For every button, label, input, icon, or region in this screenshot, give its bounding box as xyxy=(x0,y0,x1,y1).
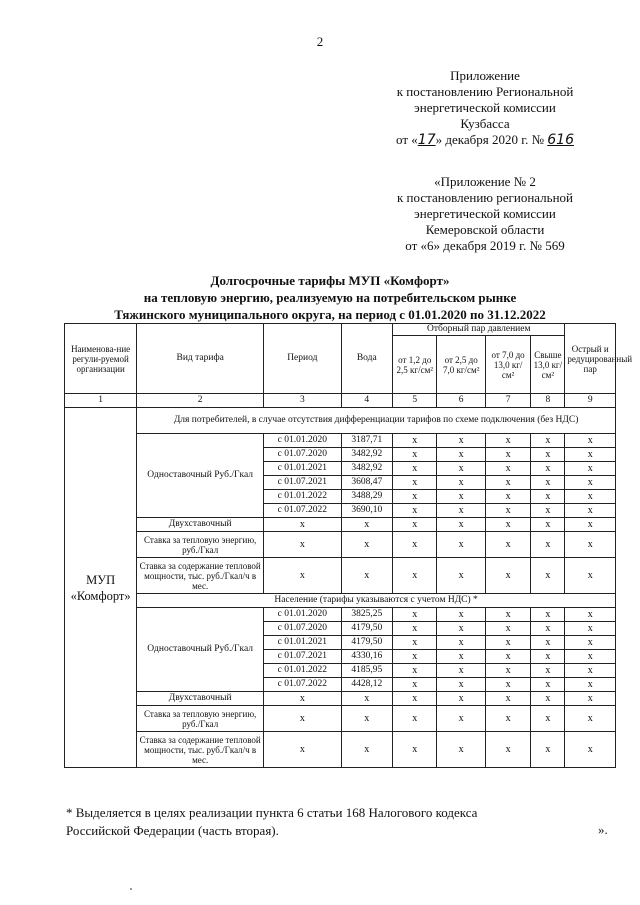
date-prefix: от « xyxy=(396,132,418,147)
x-cell: x xyxy=(485,622,530,636)
x-cell: x xyxy=(531,476,565,490)
appendix-new-date xyxy=(360,132,610,148)
x-cell: x xyxy=(485,462,530,476)
appendix-old-line4: Кемеровской области xyxy=(425,222,545,237)
one-rate-label: Одноставочный Руб./Гкал xyxy=(137,434,264,518)
water-value: 4179,50 xyxy=(341,622,393,636)
document-title xyxy=(50,272,610,323)
x-cell: x xyxy=(437,448,485,462)
x-cell: x xyxy=(531,448,565,462)
title-line2: на тепловую энергию, реализуемую на потребительском рынке xyxy=(143,290,517,305)
x-cell: x xyxy=(437,532,485,558)
x-cell: x xyxy=(565,650,616,664)
one-rate-label: Одноставочный Руб./Гкал xyxy=(137,608,264,692)
water-value: 4428,12 xyxy=(341,678,393,692)
x-cell: x xyxy=(485,706,530,732)
water-value: 4185,95 xyxy=(341,664,393,678)
page-number: 2 xyxy=(316,34,324,49)
x-cell: x xyxy=(393,532,437,558)
x-cell: x xyxy=(485,558,530,594)
x-cell: x xyxy=(437,678,485,692)
column-number-cell: 9 xyxy=(565,394,616,408)
table-row xyxy=(65,434,616,448)
water-value: 3187,71 xyxy=(341,434,393,448)
column-number-cell: 7 xyxy=(485,394,530,408)
x-cell: x xyxy=(531,490,565,504)
x-cell: x xyxy=(393,678,437,692)
x-cell: x xyxy=(485,434,530,448)
x-cell: x xyxy=(531,664,565,678)
table-row xyxy=(65,608,616,622)
x-cell: x xyxy=(437,490,485,504)
x-cell: x xyxy=(531,622,565,636)
water-value: 3690,10 xyxy=(341,504,393,518)
x-cell: x xyxy=(531,462,565,476)
org-name-line2: «Комфорт» xyxy=(70,588,131,603)
x-cell: x xyxy=(565,476,616,490)
x-cell: x xyxy=(565,622,616,636)
x-cell: x xyxy=(437,636,485,650)
x-cell: x xyxy=(393,448,437,462)
rate-capacity-label: Ставка за содержание тепловой мощности, тыс. руб./Гкал/ч в мес. xyxy=(137,558,264,594)
x-cell: x xyxy=(264,692,341,706)
column-numbers-row xyxy=(65,394,616,408)
x-cell: x xyxy=(485,650,530,664)
x-cell: x xyxy=(437,518,485,532)
table-row xyxy=(65,558,616,594)
x-cell: x xyxy=(393,518,437,532)
header-pressure-3: от 7,0 до 13,0 кг/см² xyxy=(485,336,530,394)
column-number-cell: 1 xyxy=(65,394,137,408)
table-row xyxy=(65,692,616,706)
x-cell: x xyxy=(565,636,616,650)
title-line1: Долгосрочные тарифы МУП «Комфорт» xyxy=(210,273,450,288)
x-cell: x xyxy=(531,504,565,518)
x-cell: x xyxy=(264,558,341,594)
header-pressure-4: Свыше 13,0 кг/см² xyxy=(531,336,565,394)
rate-energy-label: Ставка за тепловую энергию, руб./Гкал xyxy=(137,706,264,732)
x-cell: x xyxy=(393,608,437,622)
x-cell: x xyxy=(565,462,616,476)
column-number-cell: 4 xyxy=(341,394,393,408)
rate-capacity-label: Ставка за содержание тепловой мощности, тыс. руб./Гкал/ч в мес. xyxy=(137,732,264,768)
x-cell: x xyxy=(437,476,485,490)
x-cell: x xyxy=(485,476,530,490)
header-org: Наименова-ние регули-руемой организации xyxy=(65,324,137,394)
x-cell: x xyxy=(565,706,616,732)
period-cell: с 01.07.2021 xyxy=(264,476,341,490)
appendix-old-line1: «Приложение № 2 xyxy=(434,174,536,189)
water-value: 3488,29 xyxy=(341,490,393,504)
x-cell: x xyxy=(485,518,530,532)
x-cell: x xyxy=(437,706,485,732)
water-value: 3825,25 xyxy=(341,608,393,622)
appendix-new-line1: Приложение xyxy=(450,68,520,83)
column-number-cell: 5 xyxy=(393,394,437,408)
x-cell: x xyxy=(565,448,616,462)
x-cell: x xyxy=(565,664,616,678)
table-row xyxy=(65,408,616,434)
x-cell: x xyxy=(393,650,437,664)
x-cell: x xyxy=(565,504,616,518)
x-cell: x xyxy=(485,692,530,706)
x-cell: x xyxy=(485,664,530,678)
period-cell: с 01.07.2022 xyxy=(264,504,341,518)
appendix-old-line2: к постановлению региональной xyxy=(396,190,573,205)
closing-quote: ». xyxy=(598,822,608,837)
column-number-cell: 2 xyxy=(137,394,264,408)
x-cell: x xyxy=(393,434,437,448)
appendix-new-line4: Кузбасса xyxy=(460,116,510,131)
period-cell: с 01.07.2022 xyxy=(264,678,341,692)
x-cell: x xyxy=(341,518,393,532)
section-title: Для потребителей, в случае отсутствия дифференциации тарифов по схеме подключения (без НДС) xyxy=(137,408,616,434)
x-cell: x xyxy=(341,532,393,558)
appendix-old-line5: от «6» декабря 2019 г. № 569 xyxy=(405,238,565,253)
x-cell: x xyxy=(437,504,485,518)
period-cell: с 01.07.2020 xyxy=(264,448,341,462)
handwritten-day: 17 xyxy=(417,132,436,148)
x-cell: x xyxy=(565,518,616,532)
period-cell: с 01.01.2021 xyxy=(264,462,341,476)
x-cell: x xyxy=(531,532,565,558)
table-row xyxy=(65,706,616,732)
x-cell: x xyxy=(264,532,341,558)
x-cell: x xyxy=(437,732,485,768)
org-name-line1: МУП xyxy=(86,572,116,587)
x-cell: x xyxy=(565,532,616,558)
x-cell: x xyxy=(393,490,437,504)
x-cell: x xyxy=(437,664,485,678)
header-pressure-1: от 1,2 до 2,5 кг/см² xyxy=(393,336,437,394)
x-cell: x xyxy=(531,434,565,448)
x-cell: x xyxy=(341,692,393,706)
column-number-cell: 3 xyxy=(264,394,341,408)
x-cell: x xyxy=(393,504,437,518)
x-cell: x xyxy=(485,532,530,558)
table-row xyxy=(65,594,616,608)
x-cell: x xyxy=(565,608,616,622)
x-cell: x xyxy=(393,622,437,636)
x-cell: x xyxy=(485,490,530,504)
x-cell: x xyxy=(437,650,485,664)
x-cell: x xyxy=(531,678,565,692)
x-cell: x xyxy=(565,678,616,692)
header-pressure-2: от 2,5 до 7,0 кг/см² xyxy=(437,336,485,394)
x-cell: x xyxy=(565,434,616,448)
org-name-cell xyxy=(65,408,137,768)
x-cell: x xyxy=(437,558,485,594)
footnote-line1: * Выделяется в целях реализации пункта 6 статьи 168 Налогового кодекса xyxy=(66,805,478,820)
water-value: 3482,92 xyxy=(341,448,393,462)
x-cell: x xyxy=(485,636,530,650)
x-cell: x xyxy=(565,490,616,504)
period-cell: с 01.07.2021 xyxy=(264,650,341,664)
table-row xyxy=(65,532,616,558)
x-cell: x xyxy=(437,622,485,636)
x-cell: x xyxy=(531,518,565,532)
x-cell: x xyxy=(565,558,616,594)
scan-speck xyxy=(130,888,132,890)
x-cell: x xyxy=(485,448,530,462)
x-cell: x xyxy=(437,692,485,706)
x-cell: x xyxy=(393,558,437,594)
two-rate-label: Двухставочный xyxy=(137,518,264,532)
x-cell: x xyxy=(437,434,485,448)
x-cell: x xyxy=(264,518,341,532)
two-rate-label: Двухставочный xyxy=(137,692,264,706)
water-value: 3608,47 xyxy=(341,476,393,490)
header-period: Период xyxy=(264,324,341,394)
appendix-new-block xyxy=(360,68,610,148)
footnote-line2: Российской Федерации (часть вторая). xyxy=(66,823,279,838)
x-cell: x xyxy=(393,664,437,678)
x-cell: x xyxy=(531,706,565,732)
x-cell: x xyxy=(264,732,341,768)
period-cell: с 01.01.2022 xyxy=(264,490,341,504)
x-cell: x xyxy=(565,692,616,706)
tariff-table xyxy=(64,323,633,768)
x-cell: x xyxy=(531,558,565,594)
period-cell: с 01.01.2021 xyxy=(264,636,341,650)
x-cell: x xyxy=(393,636,437,650)
column-number-cell: 8 xyxy=(531,394,565,408)
appendix-new-line3: энергетической комиссии xyxy=(414,100,556,115)
x-cell: x xyxy=(341,558,393,594)
x-cell: x xyxy=(485,504,530,518)
title-line3: Тяжинского муниципального округа, на период с 01.01.2020 по 31.12.2022 xyxy=(114,307,546,322)
x-cell: x xyxy=(393,476,437,490)
x-cell: x xyxy=(565,732,616,768)
x-cell: x xyxy=(437,462,485,476)
header-water: Вода xyxy=(341,324,393,394)
water-value: 3482,92 xyxy=(341,462,393,476)
x-cell: x xyxy=(341,732,393,768)
x-cell: x xyxy=(485,732,530,768)
x-cell: x xyxy=(531,692,565,706)
period-cell: с 01.07.2020 xyxy=(264,622,341,636)
column-number-cell: 6 xyxy=(437,394,485,408)
period-cell: с 01.01.2020 xyxy=(264,608,341,622)
rate-energy-label: Ставка за тепловую энергию, руб./Гкал xyxy=(137,532,264,558)
x-cell: x xyxy=(264,706,341,732)
x-cell: x xyxy=(393,462,437,476)
period-cell: с 01.01.2022 xyxy=(264,664,341,678)
header-sharp-steam: Острый и редуцированный пар xyxy=(565,324,616,394)
header-steam-group: Отборный пар давлением xyxy=(393,324,565,336)
header-tariff-type: Вид тарифа xyxy=(137,324,264,394)
table-row xyxy=(65,732,616,768)
x-cell: x xyxy=(437,608,485,622)
period-cell: с 01.01.2020 xyxy=(264,434,341,448)
x-cell: x xyxy=(531,636,565,650)
x-cell: x xyxy=(341,706,393,732)
x-cell: x xyxy=(485,678,530,692)
x-cell: x xyxy=(393,732,437,768)
appendix-new-line2: к постановлению Региональной xyxy=(396,84,574,99)
appendix-old-block xyxy=(360,174,610,254)
water-value: 4330,16 xyxy=(341,650,393,664)
water-value: 4179,50 xyxy=(341,636,393,650)
table-row xyxy=(65,518,616,532)
appendix-old-line3: энергетической комиссии xyxy=(414,206,556,221)
x-cell: x xyxy=(393,706,437,732)
section-title: Население (тарифы указываются с учетом НДС) * xyxy=(137,594,616,608)
date-middle: » декабря 2020 г. № xyxy=(435,132,544,147)
x-cell: x xyxy=(531,608,565,622)
x-cell: x xyxy=(531,732,565,768)
x-cell: x xyxy=(393,692,437,706)
x-cell: x xyxy=(485,608,530,622)
x-cell: x xyxy=(531,650,565,664)
handwritten-number: 616 xyxy=(547,132,574,148)
